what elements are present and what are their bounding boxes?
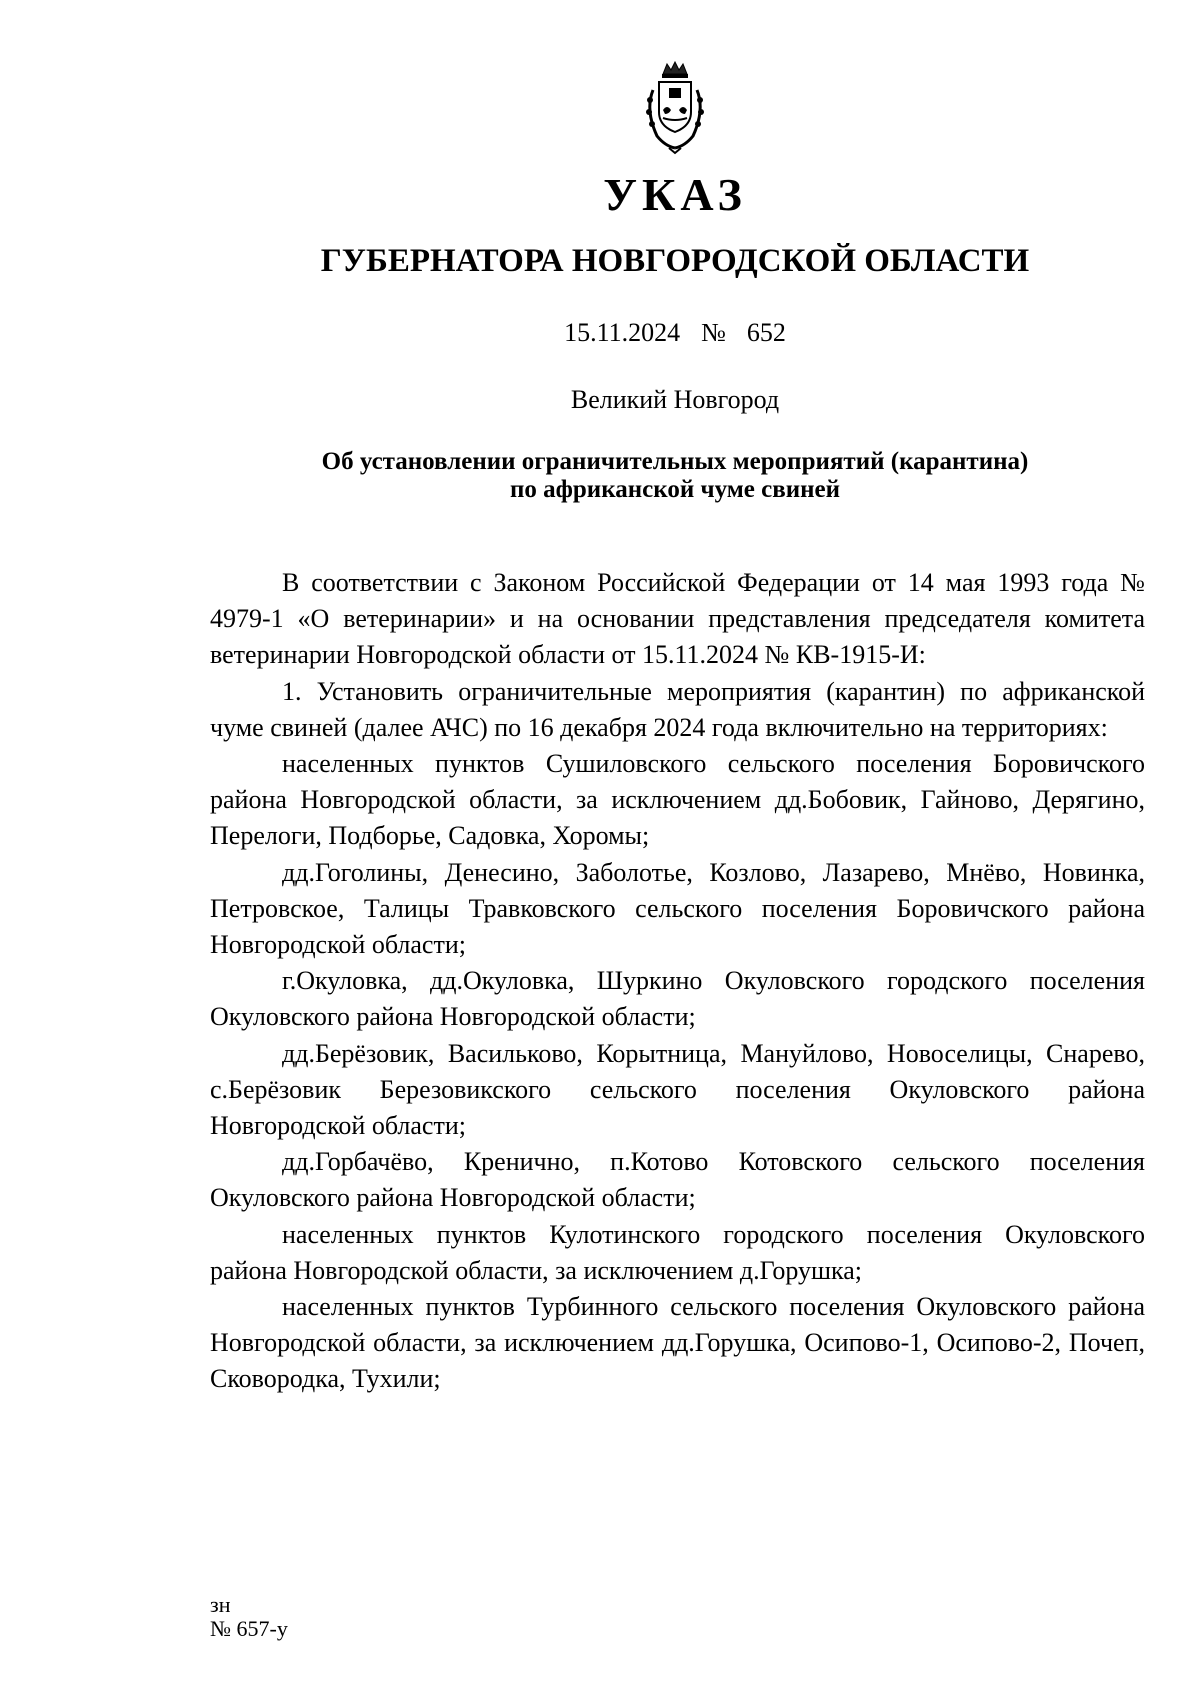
paragraph: населенных пунктов Кулотинского городского поселения Окуловского района Новгородской области, за исключением д.Горушка;: [210, 1219, 1145, 1285]
novgorod-coat-of-arms-icon: [635, 60, 715, 155]
paragraph: дд.Гоголины, Денесино, Заболотье, Козлово, Лазарево, Мнёво, Новинка, Петровское, Талицы Травковского сельского поселения Боровичского района Новгородской области;: [210, 857, 1145, 960]
number-label: №: [701, 318, 726, 347]
paragraph: населенных пунктов Турбинного сельского поселения Окуловского района Новгородской области, за исключением дд.Горушка, Осипово-1, Осипово-2, Почеп, Сковородка, Тухили;: [210, 1292, 1145, 1394]
title-line: по африканской чуме свиней: [509, 476, 841, 503]
title-line: Об установлении ограничительных мероприятий (карантина): [321, 448, 1029, 475]
document-type: УКАЗ: [603, 169, 747, 220]
document-number: 652: [746, 318, 786, 347]
executor-initials: зн: [210, 1592, 231, 1617]
registration-footer: [210, 1593, 288, 1641]
paragraph: г.Окуловка, дд.Окуловка, Шуркино Окуловского городского поселения Окуловского района Новгородской области;: [210, 966, 1145, 1032]
paragraph: населенных пунктов Сушиловского сельского поселения Боровичского района Новгородской области, за исключением дд.Бобовик, Гайново, Дерягино, Перелоги, Подборье, Садовка, Хоромы;: [210, 749, 1145, 851]
paragraph: 1. Установить ограничительные мероприятия (карантин) по африканской чуме свиней (далее АЧС) по 16 декабря 2024 года включительно на территориях:: [210, 676, 1145, 742]
paragraph: В соответствии с Законом Российской Федерации от 14 мая 1993 года № 4979-1 «О ветеринарии» и на основании представления председателя комитета ветеринарии Новгородской области от 15.11.2024 № КВ-1915-И:: [210, 568, 1145, 670]
document-title: [0, 448, 1200, 504]
document-body: [210, 565, 1145, 1398]
paragraph: дд.Горбачёво, Кренично, п.Котово Котовского сельского поселения Окуловского района Новгородской области;: [210, 1147, 1145, 1213]
registration-number: № 657-у: [210, 1616, 288, 1641]
document-date: 15.11.2024: [564, 318, 681, 347]
issuer-title: ГУБЕРНАТОРА НОВГОРОДСКОЙ ОБЛАСТИ: [320, 243, 1030, 279]
date-and-number: [0, 318, 1200, 348]
city: Великий Новгород: [570, 385, 780, 414]
paragraph: дд.Берёзовик, Васильково, Корытница, Мануйлово, Новоселицы, Снарево, с.Берёзовик Березовикского сельского поселения Окуловского района Новгородской области;: [210, 1038, 1145, 1141]
